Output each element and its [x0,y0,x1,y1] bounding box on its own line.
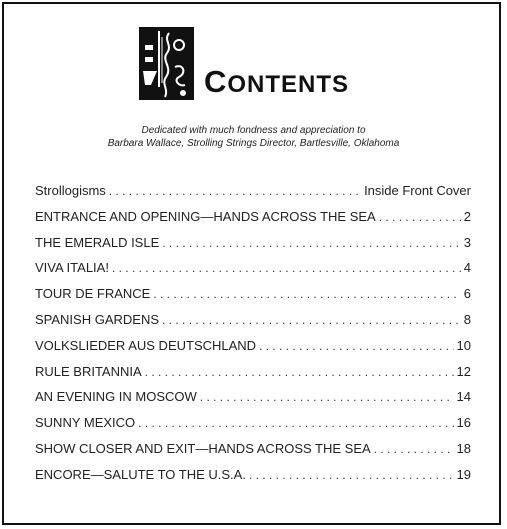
toc-entry-title: ENCORE—SALUTE TO THE U.S.A. [35,466,246,482]
toc-entry-page: 2 [463,208,471,224]
toc-entry [35,441,471,467]
dot-leader [379,210,461,224]
dot-leader [153,287,460,301]
toc-entry [35,312,471,338]
dot-leader [162,313,461,327]
toc-entry-title: SHOW CLOSER AND EXIT—HANDS ACROSS THE SEA [35,440,371,456]
toc-entry-title: SPANISH GARDENS [35,311,160,327]
title-initial: C [204,64,228,99]
toc-entry-title: RULE BRITANNIA [35,363,142,379]
toc-entry-page: 18 [456,440,471,456]
toc-entry-title: VIVA ITALIA! [35,260,109,276]
toc-entry [35,364,471,390]
toc-entry-title: THE EMERALD ISLE [35,234,160,250]
toc-entry [35,209,471,235]
dot-leader [145,365,454,379]
toc-entry [35,338,471,364]
toc-entry-title: ENTRANCE AND OPENING—HANDS ACROSS THE SEA [35,208,376,224]
dot-leader [200,390,454,404]
dot-leader [249,468,454,482]
dot-leader [109,184,361,198]
toc-entry-page: Inside Front Cover [364,183,471,198]
title-rest: ONTENTS [227,71,350,98]
toc-entry-page: 10 [456,337,471,353]
toc-entry-title: Strollogisms [35,183,106,198]
toc-entry-page: 14 [456,389,471,405]
toc-entry-page: 12 [456,363,471,379]
toc-entry-page: 19 [456,466,471,482]
toc-entry [35,235,471,261]
violin-logo-icon [139,27,194,100]
toc-entry-title: TOUR DE FRANCE [35,286,151,302]
dedication-line-2: Barbara Wallace, Strolling Strings Director, Bartlesville, Oklahoma [107,138,400,149]
toc-entry-title: SUNNY MEXICO [35,415,136,431]
toc-entry [35,286,471,312]
toc-entry [35,389,471,415]
table-of-contents [35,183,471,493]
dot-leader [374,442,454,456]
toc-entry [35,467,471,493]
page-title [204,66,349,97]
dot-leader [162,236,461,250]
toc-entry [35,260,471,286]
toc-entry-page: 3 [463,234,471,250]
toc-entry-page: 6 [463,286,471,302]
dot-leader [259,339,453,353]
toc-entry [35,415,471,441]
dot-leader [138,416,453,430]
dot-leader [112,261,461,275]
toc-entry-page: 16 [456,415,471,431]
dedication-line-1: Dedicated with much fondness and appreciation to [141,125,366,136]
toc-entry-title: AN EVENING IN MOSCOW [35,389,197,405]
toc-entry-page: 4 [463,260,471,276]
toc-entry-title: VOLKSLIEDER AUS DEUTSCHLAND [35,337,257,353]
toc-entry-page: 8 [463,311,471,327]
toc-entry [35,183,471,209]
